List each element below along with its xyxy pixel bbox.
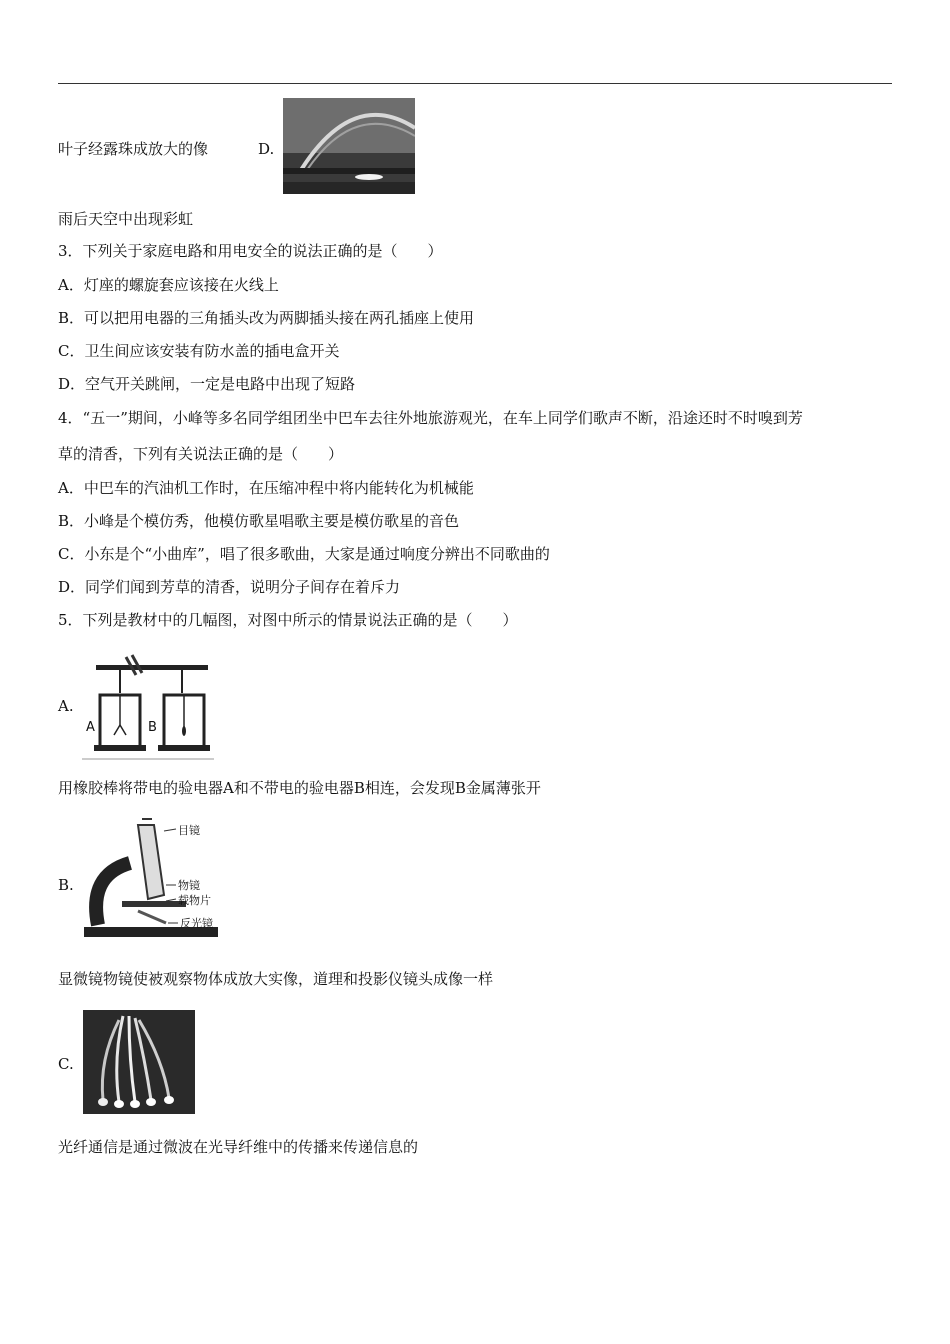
q3-option-a: A．灯座的螺旋套应该接在火线上 (58, 276, 279, 294)
q5-option-b-label: B. (58, 876, 74, 894)
q2-option-d-label: D. (258, 140, 275, 158)
q4-option-d: D．同学们闻到芳草的清香，说明分子间存在着斥力 (58, 578, 401, 596)
q3-option-b: B．可以把用电器的三角插头改为两脚插头接在两孔插座上使用 (58, 309, 475, 327)
q2-option-c-caption: 叶子经露珠成放大的像 (58, 140, 209, 158)
q4-option-b: B．小峰是个模仿秀，他模仿歌星唱歌主要是模仿歌星的音色 (58, 512, 460, 530)
microscope-label-mirror: 反光镜 (180, 917, 213, 930)
q3-option-d: D．空气开关跳闸，一定是电路中出现了短路 (58, 375, 356, 393)
q5-option-a-label: A. (58, 697, 74, 715)
q5-option-a-caption: 用橡胶棒将带电的验电器A和不带电的验电器B相连，会发现B金属薄张开 (58, 779, 541, 797)
rainbow-photo (283, 98, 415, 194)
header-rule (58, 83, 892, 84)
q5-option-c-label: C. (58, 1055, 74, 1073)
q5-stem: 5．下列是教材中的几幅图，对图中所示的情景说法正确的是（ ） (58, 611, 518, 629)
electroscope-label-a: A (86, 720, 95, 735)
q3-stem: 3．下列关于家庭电路和用电安全的说法正确的是（ ） (58, 242, 443, 260)
q5-option-b-caption: 显微镜物镜使被观察物体成放大实像，道理和投影仪镜头成像一样 (58, 970, 494, 988)
microscope-label-eyepiece: 目镜 (178, 824, 200, 837)
microscope-label-objective: 物镜 (178, 879, 200, 892)
electroscope-label-b: B (148, 720, 157, 735)
optical-fiber-photo (83, 1010, 195, 1114)
q3-option-c: C．卫生间应该安装有防水盖的插电盒开关 (58, 342, 340, 360)
q4-stem-line2: 草的清香，下列有关说法正确的是（ ） (58, 445, 344, 463)
q4-option-c: C．小东是个“小曲库”，唱了很多歌曲，大家是通过响度分辨出不同歌曲的 (58, 545, 550, 563)
q5-option-c-caption: 光纤通信是通过微波在光导纤维中的传播来传递信息的 (58, 1138, 419, 1156)
microscope-label-slide: 载物片 (178, 894, 211, 907)
q4-stem-line1: 4．“五一”期间，小峰等多名同学组团坐中巴车去往外地旅游观光，在车上同学们歌声不断，沿途还时不时嗅到芳 (58, 409, 803, 427)
microscope-figure (82, 815, 220, 947)
electroscope-figure (82, 645, 214, 760)
q4-option-a: A．中巴车的汽油机工作时，在压缩冲程中将内能转化为机械能 (58, 479, 474, 497)
q2-option-d-caption: 雨后天空中出现彩虹 (58, 210, 194, 228)
